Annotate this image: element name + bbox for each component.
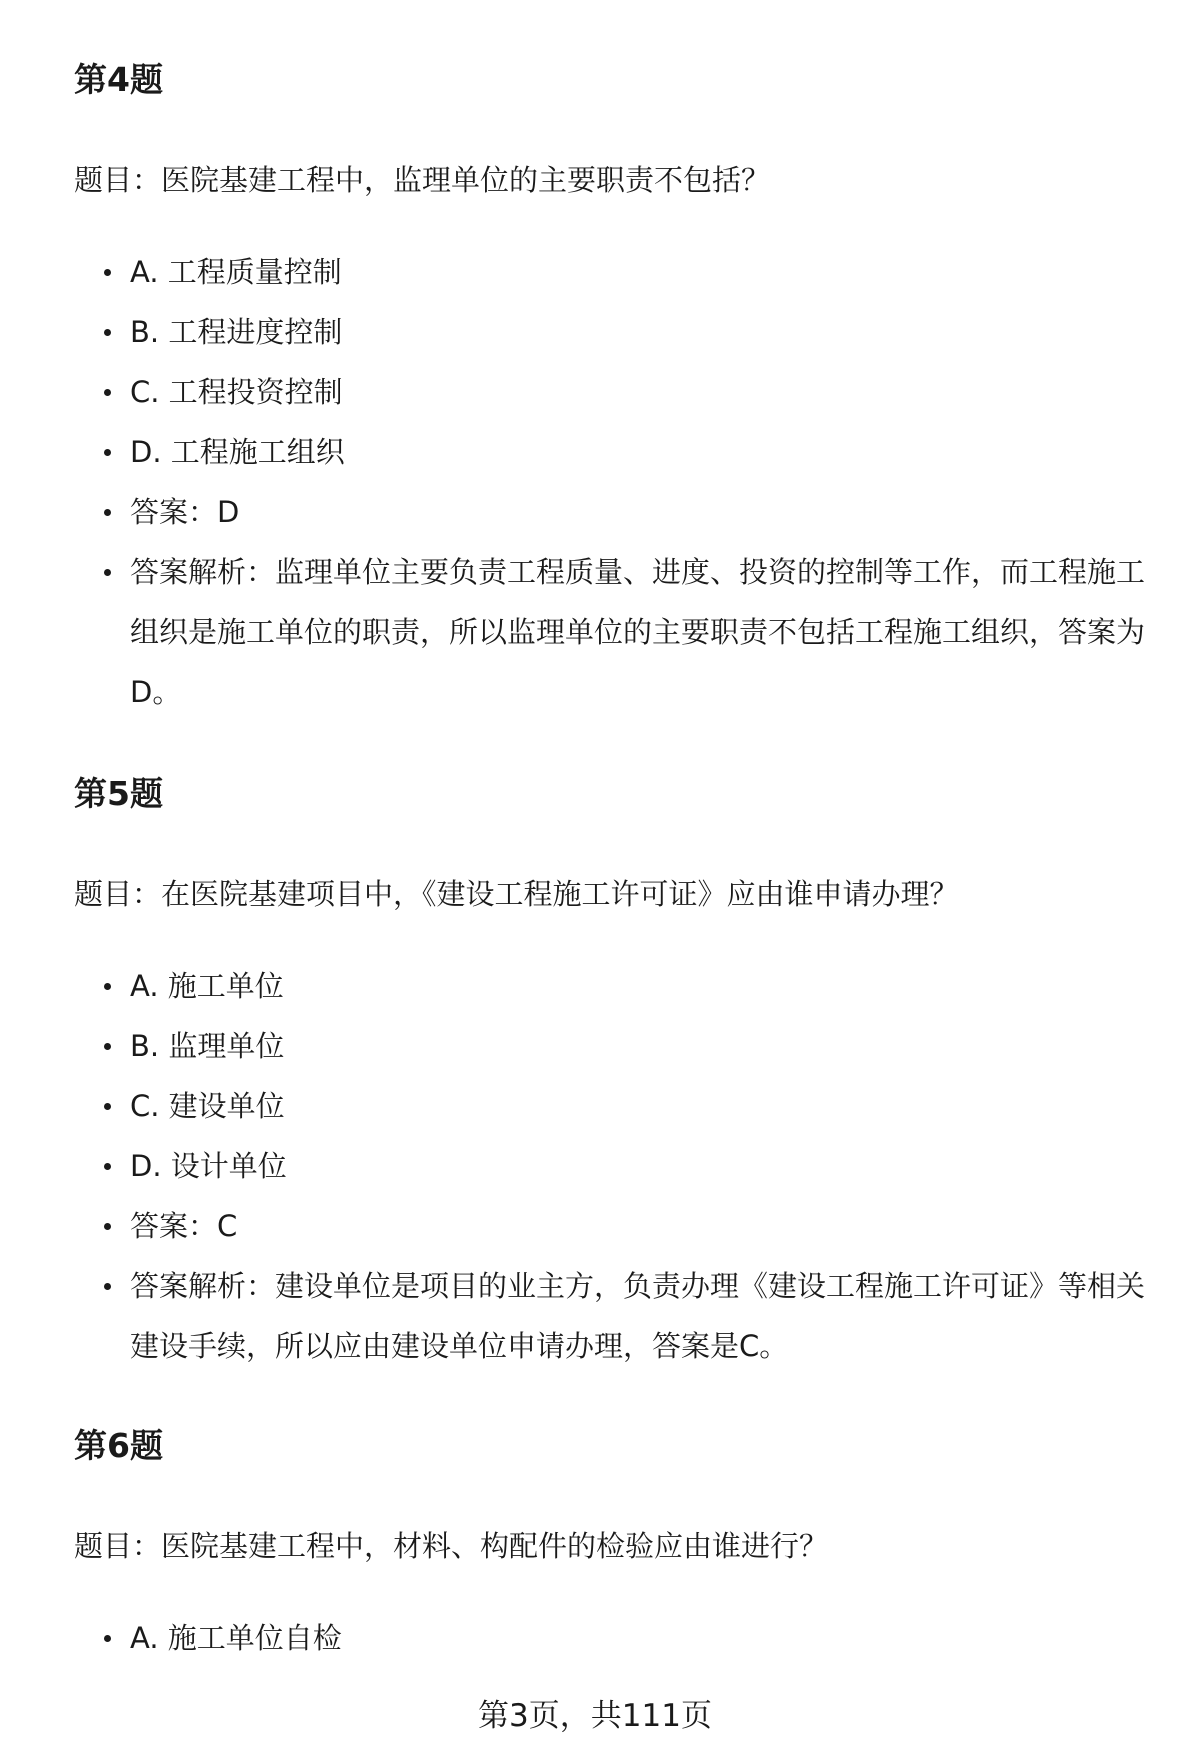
question-4-title: 第4题 [74,60,163,99]
question-5-option-b: B. 监理单位 [74,1026,1164,1066]
question-4-option-b: B. 工程进度控制 [74,312,1164,352]
bullet-dot-icon [104,1223,111,1230]
question-4-option-a: A. 工程质量控制 [74,252,1164,292]
question-5-option-d: D. 设计单位 [74,1146,1164,1186]
question-5-title: 第5题 [74,774,163,813]
question-4-option-d: D. 工程施工组织 [74,432,1164,472]
question-4-options [74,252,1164,742]
bullet-dot-icon [104,269,111,276]
question-4-explanation: 答案解析：监理单位主要负责工程质量、进度、投资的控制等工作，而工程施工组织是施工单位的职责，所以监理单位的主要职责不包括工程施工组织，答案为D。 [74,542,1164,722]
question-6-title: 第6题 [74,1426,163,1465]
bullet-dot-icon [104,1103,111,1110]
question-6-options [74,1618,1164,1678]
question-5-stem: 题目：在医院基建项目中，《建设工程施工许可证》应由谁申请办理？ [74,877,959,911]
question-5-options [74,966,1164,1396]
bullet-dot-icon [104,329,111,336]
question-5-option-c: C. 建设单位 [74,1086,1164,1126]
question-6-stem: 题目：医院基建工程中，材料、构配件的检验应由谁进行？ [74,1529,829,1563]
bullet-dot-icon [104,1635,111,1642]
page-number: 第3页，共111页 [478,1698,712,1734]
question-5-explanation: 答案解析：建设单位是项目的业主方，负责办理《建设工程施工许可证》等相关建设手续，所以应由建设单位申请办理，答案是C。 [74,1256,1164,1376]
bullet-dot-icon [104,569,111,576]
bullet-dot-icon [104,1163,111,1170]
bullet-dot-icon [104,449,111,456]
question-4-stem: 题目：医院基建工程中，监理单位的主要职责不包括？ [74,163,771,197]
bullet-dot-icon [104,389,111,396]
bullet-dot-icon [104,1043,111,1050]
question-4-option-c: C. 工程投资控制 [74,372,1164,412]
question-4-answer: 答案：D [74,492,1164,532]
bullet-dot-icon [104,509,111,516]
question-5-answer: 答案：C [74,1206,1164,1246]
bullet-dot-icon [104,1283,111,1290]
question-6-option-a: A. 施工单位自检 [74,1618,1164,1658]
bullet-dot-icon [104,983,111,990]
question-5-option-a: A. 施工单位 [74,966,1164,1006]
